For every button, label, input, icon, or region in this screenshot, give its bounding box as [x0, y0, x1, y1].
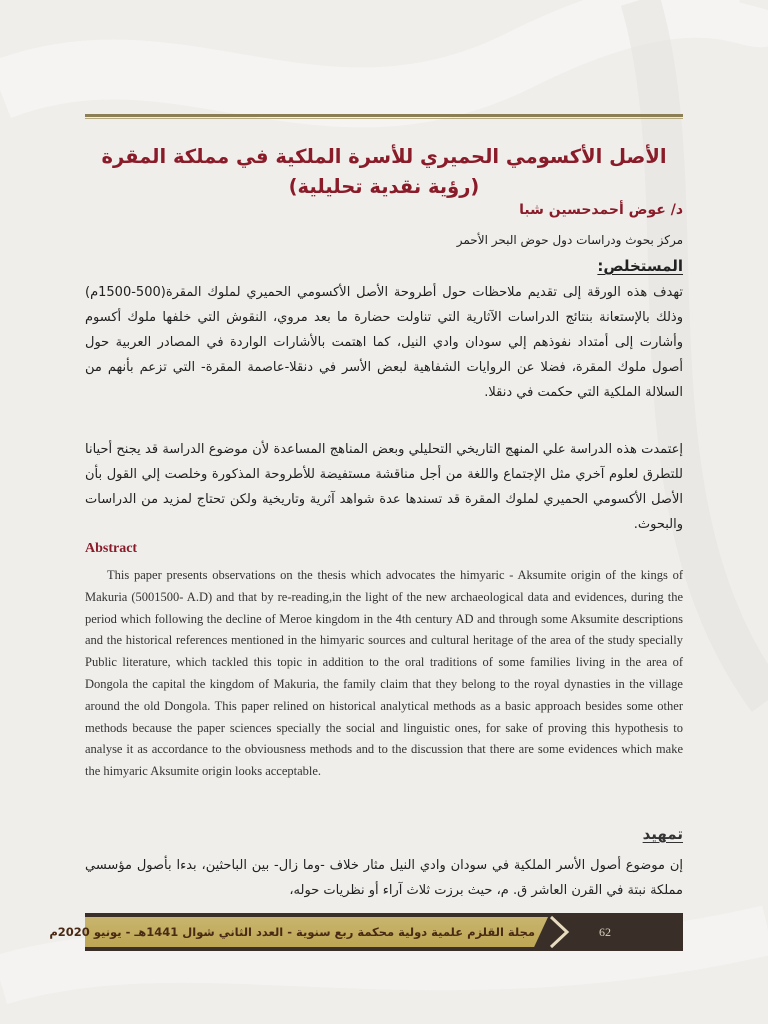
top-rule	[85, 114, 683, 117]
arabic-abstract-paragraph-1: تهدف هذه الورقة إلى تقديم ملاحظات حول أطروحة الأصل الأكسومي الحميري لملوك المقرة(500-1500م) وذلك بالإستعانة بنتائج الدراسات الآثارية التي تناولت حضارة ما بعد مروي، النقوش التي خلفها ملوك أكسوم وأشارت إلى أمتداد نفوذهم إلي سودان وادي النيل، كما اهتمت بالأشارات الواردة في المصادر العربية حول أصول ملوك المقرة، فضلا عن الروايات الشفاهية لبعض الأسر في دنقلا-عاصمة المقرة- التي تزعم بأنهم من السلالة الملكية التي حكمت في دنقلا.	[85, 285, 683, 400]
title-line-2: (رؤية نقدية تحليلية)	[288, 175, 480, 198]
english-abstract-text: This paper presents observations on the thesis which advocates the himyaric - Aksumite origin of the kings of Makuria (5001500- A.D) and that by re-reading,in the light of the new archaeological data and evidences, during the period which following the decline of Meroe kingdom in the 4th century AD and through some Aksumite descriptions and the historical references mentioned in the himyaric sources and cultural heritage of the area of the study specially Public literature, which tackled this topic in addition to the oral traditions of some families living in the area of Dongola the capital the kingdom of Makuria, the family claim that they belong to the royal dynasties in the village around the old Dongola. This paper relined on historical analytical methods as a basic approach besides some other methods because the paper sciences specially the social and linguistic ones, for sake of proving this hypothesis to analyse it as accordance to the obviousness methods and to the discussion that there are some evidences which make the himyaric Aksumite origin looks acceptable.	[85, 568, 683, 779]
intro-paragraph: إن موضوع أصول الأسر الملكية في سودان وادي النيل مثار خلاف -وما زال- بين الباحثين، بدءا بأصول مؤسسي مملكة نبتة في القرن العاشر ق. م، حيث برزت ثلاث آراء أو نظريات حوله،	[85, 858, 683, 898]
author-affiliation: مركز بحوث ودراسات دول حوض البحر الأحمر	[456, 233, 683, 247]
page-number: 62	[599, 925, 611, 939]
page-title	[85, 142, 683, 202]
author-name: د/ عوض أحمدحسين شبا	[519, 202, 683, 218]
intro-heading: تمهيد	[642, 825, 683, 843]
arabic-abstract-paragraph-2: إعتمدت هذه الدراسة علي المنهج التاريخي التحليلي وبعض المناهج المساعدة لأن موضوع الدراسة قد يجنح أحيانا للتطرق لعلوم آخري مثل الإجتماع واللغة من أجل مناقشة مستفيضة للأطروحة المذكورة وخلصت إلي القول بأن الأصل الأكسومي الحميري لملوك المقرة قد تسندها عدة شواهد آثرية وتاريخية ولكن تحتاج لمزيد من الدراسات والبحوث.	[85, 442, 683, 532]
top-rule-thin	[85, 118, 683, 119]
footer-chevron-icon	[545, 913, 575, 951]
arabic-abstract-heading: المستخلص:	[597, 257, 683, 275]
journal-citation: مجلة القلزم علمية دولية محكمة ربع سنوية - العدد الثاني شوال 1441هـ - يونيو 2020م	[49, 925, 535, 939]
english-abstract-heading: Abstract	[85, 541, 138, 556]
title-line-1: الأصل الأكسومي الحميري للأسرة الملكية في مملكة المقرة	[101, 145, 667, 168]
